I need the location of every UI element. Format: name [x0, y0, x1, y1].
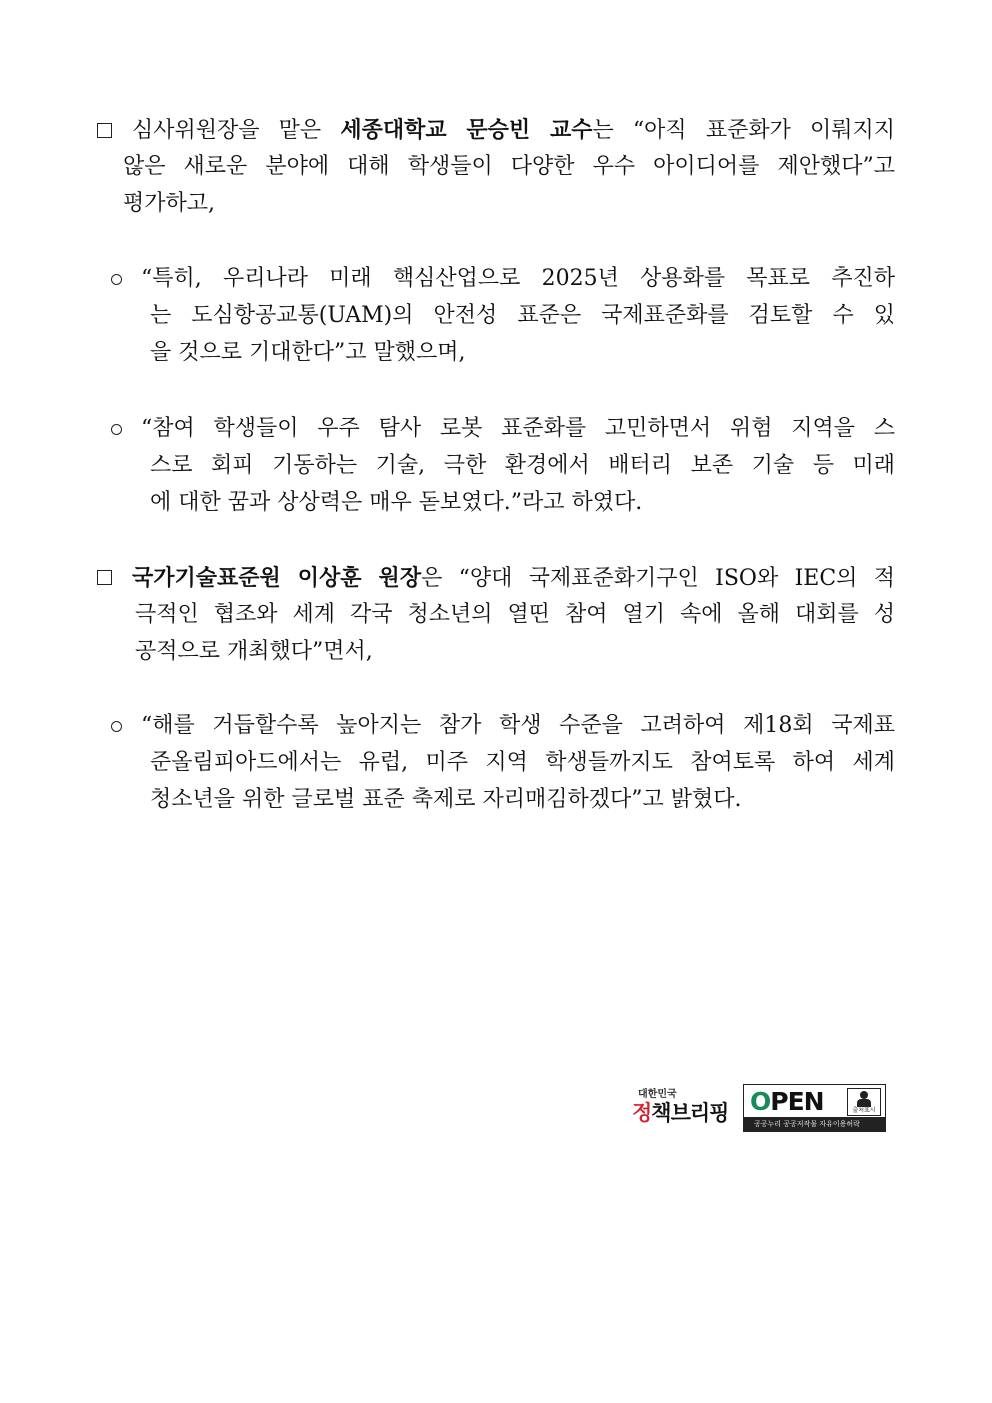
paragraph-1-line-1: 심사위원장을 맡은 세종대학교 문승빈 교수는 “아직 표준화가 이뤄지지	[132, 117, 896, 143]
paragraph-5-line-2: 준올림피아드에서는 유럽, 미주 지역 학생들까지도 참여토록 하여 세계	[150, 750, 895, 775]
paragraph-3-line-1: “참여 학생들이 우주 탐사 로봇 표준화를 고민하면서 위험 지역을 스	[141, 416, 895, 441]
circle-bullet-icon	[111, 424, 122, 435]
paragraph-2-line-3: 을 것으로 기대한다”고 말했으며,	[150, 340, 466, 365]
paragraph-1-line-2: 않은 새로운 분야에 대해 학생들이 다양한 우수 아이디어를 제안했다”고	[123, 154, 895, 179]
kogl-open-license-logo	[743, 1084, 886, 1132]
circle-bullet-icon	[111, 721, 122, 732]
paragraph-3-line-3: 에 대한 꿈과 상상력은 매우 돋보였다.”라고 하였다.	[150, 490, 643, 515]
paragraph-5-line-1: “해를 거듭할수록 높아지는 참가 학생 수준을 고려하여 제18회 국제표	[141, 713, 895, 738]
attribution-person-icon: 출처표시	[847, 1088, 881, 1116]
logo-small-text: 대한민국	[638, 1089, 677, 1100]
circle-bullet-icon	[111, 274, 122, 285]
open-wordmark: OPEN	[750, 1087, 824, 1116]
paragraph-4-line-3: 공적으로 개최했다”면서,	[135, 639, 373, 664]
paragraph-5-line-3: 청소년을 위한 글로벌 표준 축제로 자리매김하겠다”고 밝혔다.	[150, 787, 742, 812]
square-bullet-icon	[97, 123, 112, 138]
policy-briefing-logo	[628, 1085, 738, 1135]
paragraph-2-line-1: “특히, 우리나라 미래 핵심산업으로 2025년 상용화를 목표로 추진하	[141, 266, 895, 291]
paragraph-3-line-2: 스로 회피 기동하는 기술, 극한 환경에서 배터리 보존 기술 등 미래	[150, 453, 895, 478]
director-name: 국가기술표준원 이상훈 원장	[132, 565, 422, 591]
paragraph-1-line-3: 평가하고,	[123, 191, 216, 216]
paragraph-4-line-1: 국가기술표준원 이상훈 원장은 “양대 국제표준화기구인 ISO와 IEC의 적	[132, 565, 896, 591]
open-license-caption: 공공누리 공공저작물 자유이용허락	[744, 1117, 885, 1131]
paragraph-2-line-2: 는 도심항공교통(UAM)의 안전성 표준은 국제표준화를 검토할 수 있	[150, 303, 895, 328]
square-bullet-icon	[97, 570, 112, 585]
paragraph-4-line-2: 극적인 협조와 세계 각국 청소년의 열띤 참여 열기 속에 올해 대회를 성	[135, 602, 895, 627]
professor-name: 세종대학교 문승빈 교수	[340, 117, 593, 143]
logo-big-text: 정책브리핑	[632, 1101, 729, 1125]
